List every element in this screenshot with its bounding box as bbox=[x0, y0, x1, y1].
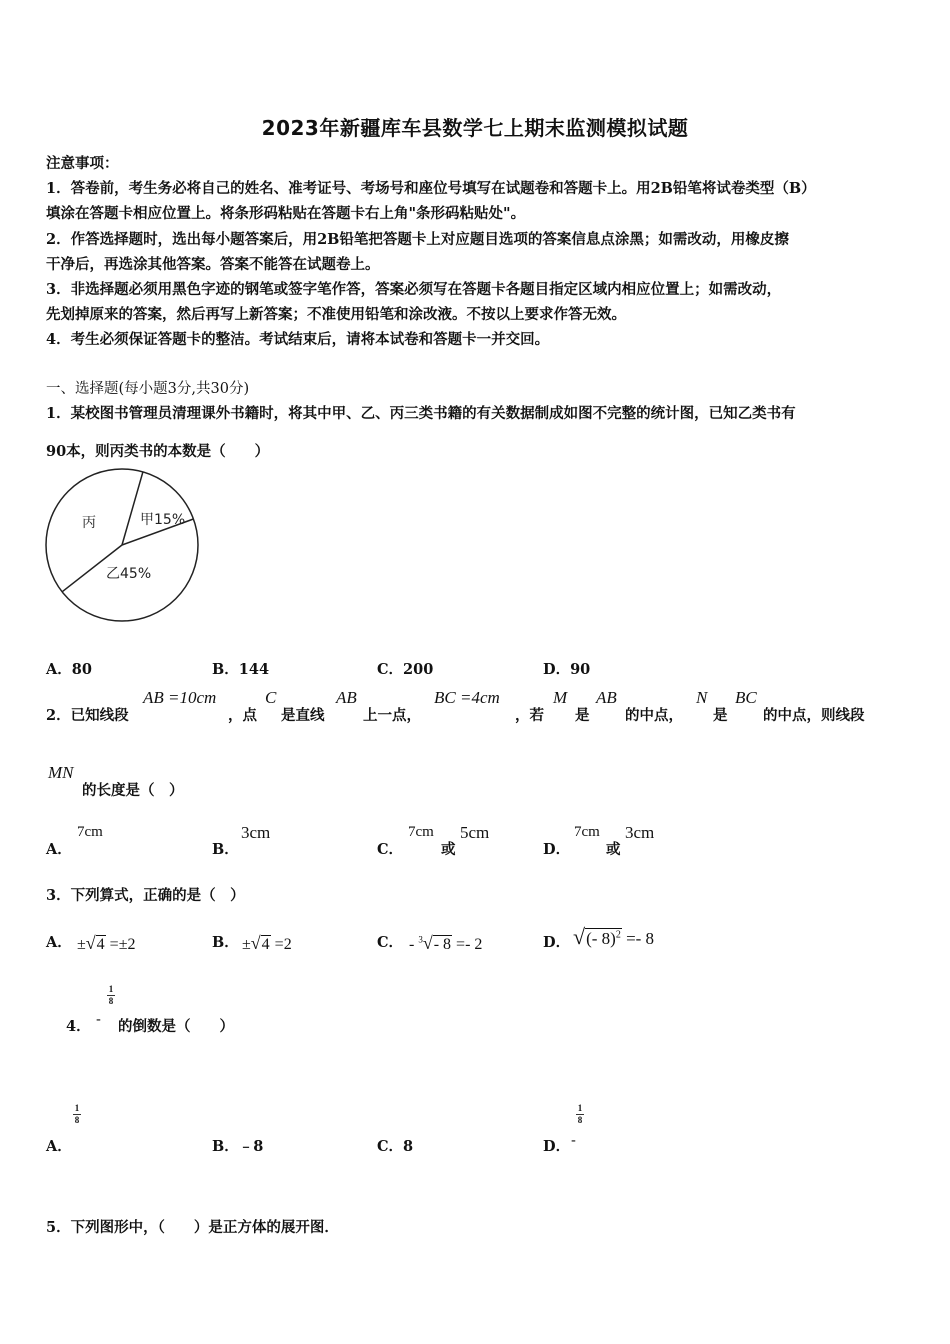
q4-negative-sign: - bbox=[96, 1012, 101, 1028]
pie-label-jia: 甲15% bbox=[140, 512, 186, 528]
q2-c: C bbox=[265, 688, 277, 707]
q4-fraction: 1 8 bbox=[108, 984, 114, 1006]
q2-text: 的中点，则线段 bbox=[763, 707, 865, 724]
q2-text: 是 bbox=[575, 707, 590, 724]
q2-ab2: AB bbox=[596, 688, 617, 707]
notes-line: 填涂在答题卡相应位置上。将条形码粘贴在答题卡右上角"条形码粘贴处"。 bbox=[46, 205, 526, 222]
q2-bc-eq: BC =4cm bbox=[434, 688, 500, 707]
q3-option-d-letter[interactable]: D． bbox=[543, 934, 571, 951]
notes-line: 2．作答选择题时，选出每小题答案后，用2B铅笔把答题卡上对应题目选项的答案信息点涂黑；如需改动，用橡皮擦 bbox=[46, 231, 789, 248]
q3-option-b-expr: ±√4 =2 bbox=[242, 933, 292, 953]
q4-option-a-fraction: 1 8 bbox=[74, 1103, 80, 1125]
q2-option-b-letter[interactable]: B． bbox=[212, 841, 239, 858]
q3-option-b-letter[interactable]: B． bbox=[212, 934, 239, 951]
q2-option-c-letter[interactable]: C． bbox=[377, 841, 404, 858]
q2-ab-eq: AB =10cm bbox=[143, 688, 217, 707]
q2-n: N bbox=[696, 688, 708, 707]
q2-option-a-value: 7cm bbox=[77, 824, 103, 840]
q4-number: 4． bbox=[66, 1018, 91, 1035]
q4-option-a-letter[interactable]: A． bbox=[46, 1138, 72, 1155]
q1-option-a[interactable]: A．80 bbox=[46, 661, 92, 678]
q2-mn: MN bbox=[48, 763, 74, 782]
section-heading: 一、选择题(每小题3分,共30分) bbox=[46, 381, 250, 397]
q2-option-c-value2: 5cm bbox=[460, 823, 490, 842]
notes-line: 3．非选择题必须用黑色字迹的钢笔或签字笔作答，答案必须写在答题卡各题目指定区域内相应位置上；如需改动， bbox=[46, 281, 782, 298]
notes-line: 1．答卷前，考生务必将自己的姓名、准考证号、考场号和座位号填写在试题卷和答题卡上。用2B铅笔将试卷类型（B） bbox=[46, 180, 816, 197]
pie-chart bbox=[40, 466, 200, 626]
q2-option-d-value1: 7cm bbox=[574, 824, 600, 840]
q2-option-a-letter[interactable]: A． bbox=[46, 841, 72, 858]
q3-option-c-letter[interactable]: C． bbox=[377, 934, 404, 951]
q1-option-b[interactable]: B．144 bbox=[212, 661, 270, 678]
notes-line: 干净后，再选涂其他答案。答案不能答在试题卷上。 bbox=[46, 256, 380, 273]
q2-text: 是直线 bbox=[281, 707, 325, 724]
q1-option-c[interactable]: C．200 bbox=[377, 661, 434, 678]
q2-text: 的长度是（ ） bbox=[82, 782, 184, 799]
q2-m: M bbox=[553, 688, 568, 707]
q2-text: 的中点， bbox=[625, 707, 683, 724]
q4-stem: 的倒数是（ ） bbox=[118, 1018, 234, 1035]
q2-option-d-value2: 3cm bbox=[625, 823, 655, 842]
pie-label-yi: 乙45% bbox=[106, 566, 152, 582]
q1-option-d[interactable]: D．90 bbox=[543, 661, 591, 678]
q2-ab: AB bbox=[336, 688, 357, 707]
q1-stem-line1: 1．某校图书管理员清理课外书籍时，将其中甲、乙、丙三类书籍的有关数据制成如图不完整的统计图，已知乙类书有 bbox=[46, 405, 796, 422]
q2-text: ，若 bbox=[515, 707, 544, 724]
q4-option-c[interactable]: C．8 bbox=[377, 1138, 414, 1155]
q2-text: 上一点， bbox=[363, 707, 421, 724]
q2-option-d-or: 或 bbox=[606, 841, 621, 858]
q3-option-c-expr: - $^3$√- 8 =- 2 bbox=[409, 933, 483, 953]
q3-option-a-expr: ±√4 =±2 bbox=[77, 933, 136, 953]
q2-option-d-letter[interactable]: D． bbox=[543, 841, 571, 858]
pie-slice-boundary-0 bbox=[122, 472, 143, 545]
q4-option-b[interactable]: B．﹣8 bbox=[212, 1138, 264, 1155]
q5-stem: 5．下列图形中，（ ）是正方体的展开图． bbox=[46, 1219, 339, 1236]
q2-option-c-or: 或 bbox=[441, 841, 456, 858]
q3-stem: 3．下列算式，正确的是（ ） bbox=[46, 887, 245, 904]
q4-option-d-negative: - bbox=[571, 1133, 576, 1149]
notes-line: 4．考生必须保证答题卡的整洁。考试结束后，请将本试卷和答题卡一并交回。 bbox=[46, 331, 550, 348]
page-title: 2023年新疆库车县数学七上期末监测模拟试题 bbox=[261, 116, 689, 140]
q2-text: 是 bbox=[713, 707, 728, 724]
q4-option-d-letter[interactable]: D． bbox=[543, 1138, 571, 1155]
q3-option-a-letter[interactable]: A． bbox=[46, 934, 72, 951]
q2-option-c-value1: 7cm bbox=[408, 824, 434, 840]
q2-bc: BC bbox=[735, 688, 757, 707]
q2-prefix: 2．已知线段 bbox=[46, 707, 129, 724]
q1-stem-line2: 90本，则丙类书的本数是（ ） bbox=[46, 443, 270, 460]
notes-heading: 注意事项： bbox=[46, 155, 119, 172]
notes-line: 先划掉原来的答案，然后再写上新答案；不准使用铅笔和涂改液。不按以上要求作答无效。 bbox=[46, 306, 626, 323]
q2-text: ，点 bbox=[228, 707, 257, 724]
q3-option-d-expr: √(- 8)$^2$ =- 8 bbox=[573, 924, 655, 949]
q4-option-d-fraction: 1 8 bbox=[577, 1103, 583, 1125]
q2-option-b-value: 3cm bbox=[241, 823, 271, 842]
pie-label-bing: 丙 bbox=[82, 515, 96, 531]
